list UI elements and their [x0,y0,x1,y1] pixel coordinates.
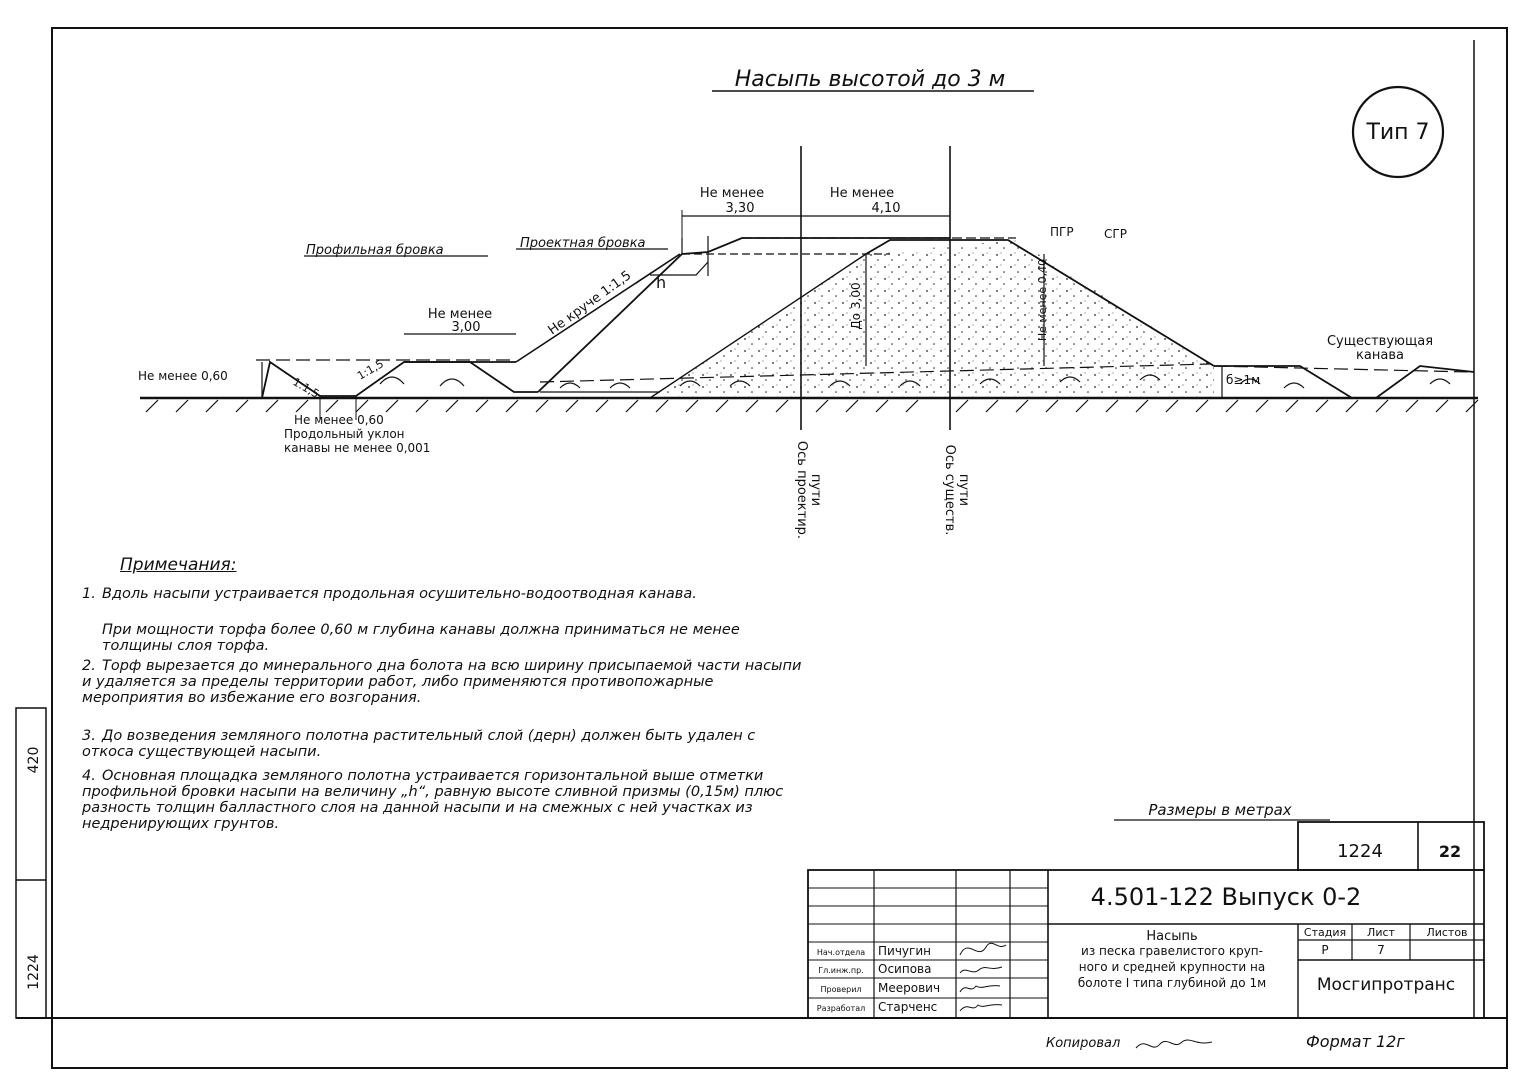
h-label: h [656,273,667,292]
note-4 [82,768,802,832]
slope-limit-label: Не круче 1:1,5 [545,268,635,339]
existing-ditch-label-a: Существующая [1326,334,1434,349]
note-3-text: До возведения земляного полотна растительный слой (дерн) должен быть удален с откоса существующей насыпи. [82,728,756,760]
pgr-label: ПГР [1050,225,1074,239]
desc-line-3: ного и средней крупности на [1078,960,1266,974]
drawing-code: 4.501-122 Выпуск 0-2 [1090,883,1362,911]
existing-embankment-fill [650,240,1214,398]
dim-330-a: Не менее [699,186,765,201]
note-4-text: Основная площадка земляного полотна устраивается горизонтальной выше отметки профильной бровки насыпи на величину „h“, равную высоте сливной призмы (0,15м) плюс разность толщин балластного слоя на данной насыпи и на смежных с ней участках из недренирующих грунтов. [82,768,784,832]
stage-header: Стадия [1303,926,1347,939]
existing-axis-label-b: пути [956,473,971,507]
min-040-label: Не менее 0,40 [1036,258,1049,342]
sheet-value: 7 [1377,943,1385,957]
notes-heading: Примечания: [120,555,237,575]
do-300-label: До 3,00 [849,282,863,330]
dim-410-b: 4,10 [871,201,901,216]
existing-axis-label-a: Ось существ. [942,444,957,536]
design-brow-label: Проектная бровка [520,236,646,251]
outer-frame [52,28,1507,1068]
b1m-label: б≥1м [1226,373,1261,387]
sheet-header: Лист [1367,926,1395,939]
design-axis-label-a: Ось проектир. [794,440,809,540]
role-3: Проверил [820,985,862,994]
stage-value: Р [1321,943,1329,957]
footer-format: Формат 12г [1306,1032,1405,1051]
footer-copied: Копировал [1046,1036,1121,1051]
note-1-text: Вдоль насыпи устраивается продольная осушительно-водоотводная канава. [102,586,697,602]
note-1-num: 1. [82,586,96,602]
ditch-bottom-label: Не менее 0,60 [294,413,384,427]
type-badge: Тип 7 [1366,120,1430,145]
signatures [960,943,1006,1011]
note-1b-text: При мощности торфа более 0,60 м глубина канавы должна приниматься не менее толщины слоя торфа. [102,622,740,654]
name-1: Пичугин [878,944,931,958]
dim-410-a: Не менее [829,186,895,201]
desc-line-2: из песка гравелистого круп- [1081,944,1263,958]
note-3-num: 3. [82,728,96,744]
new-slope-line [516,254,680,362]
slope-note-b: канавы не менее 0,001 [284,441,431,455]
note-1 [82,586,802,602]
drawing-title: Насыпь высотой до 3 м [734,67,1006,92]
dim-330-b: 3,30 [725,201,755,216]
ditch-slope-right: 1:1,5 [355,357,386,383]
note-3 [82,728,802,760]
role-4: Разработал [816,1004,866,1013]
existing-ditch-label-b: канава [1356,348,1404,363]
profile-brow-label: Профильная бровка [306,243,444,258]
desc-line-4: болоте I типа глубиной до 1м [1077,976,1267,990]
name-3: Меерович [878,981,941,995]
ditch-depth-label: Не менее 0,60 [138,369,228,383]
design-axis-label-b: пути [808,473,823,507]
note-4-num: 4. [82,768,96,784]
berm-dim-b: 3,00 [451,320,481,335]
sheets-header: Листов [1426,926,1468,939]
side-stamp-bottom: 1224 [26,954,42,990]
note-2 [82,658,802,706]
note-2-text: Торф вырезается до минерального дна болота на всю ширину присыпаемой части насыпи и удаляется за пределы территории работ, либо применяются противопожарные мероприятия во избежание его возгорания. [82,658,802,706]
side-stamp-top: 420 [26,746,42,774]
sheet-total: 22 [1438,842,1462,861]
desc-line-1: Насыпь [1146,929,1198,944]
ditch-slope-left: 1:1,5 [290,375,322,401]
note-2-num: 2. [82,658,96,674]
role-1: Нач.отдела [816,948,866,957]
role-2: Гл.инж.пр. [818,966,864,975]
slope-note-a: Продольный уклон [284,427,405,441]
dimensions-note: Размеры в метрах [1148,801,1292,819]
berm-dim-a: Не менее [427,307,493,322]
organization: Мосгипротранс [1316,975,1456,995]
name-4: Старченс [878,1000,938,1014]
inventory-number: 1224 [1337,841,1383,862]
note-1b [82,622,802,654]
ground-hatch [146,400,1478,412]
copier-signature [1132,1032,1222,1056]
sgr-label: СГР [1104,227,1127,241]
name-2: Осипова [878,962,932,976]
